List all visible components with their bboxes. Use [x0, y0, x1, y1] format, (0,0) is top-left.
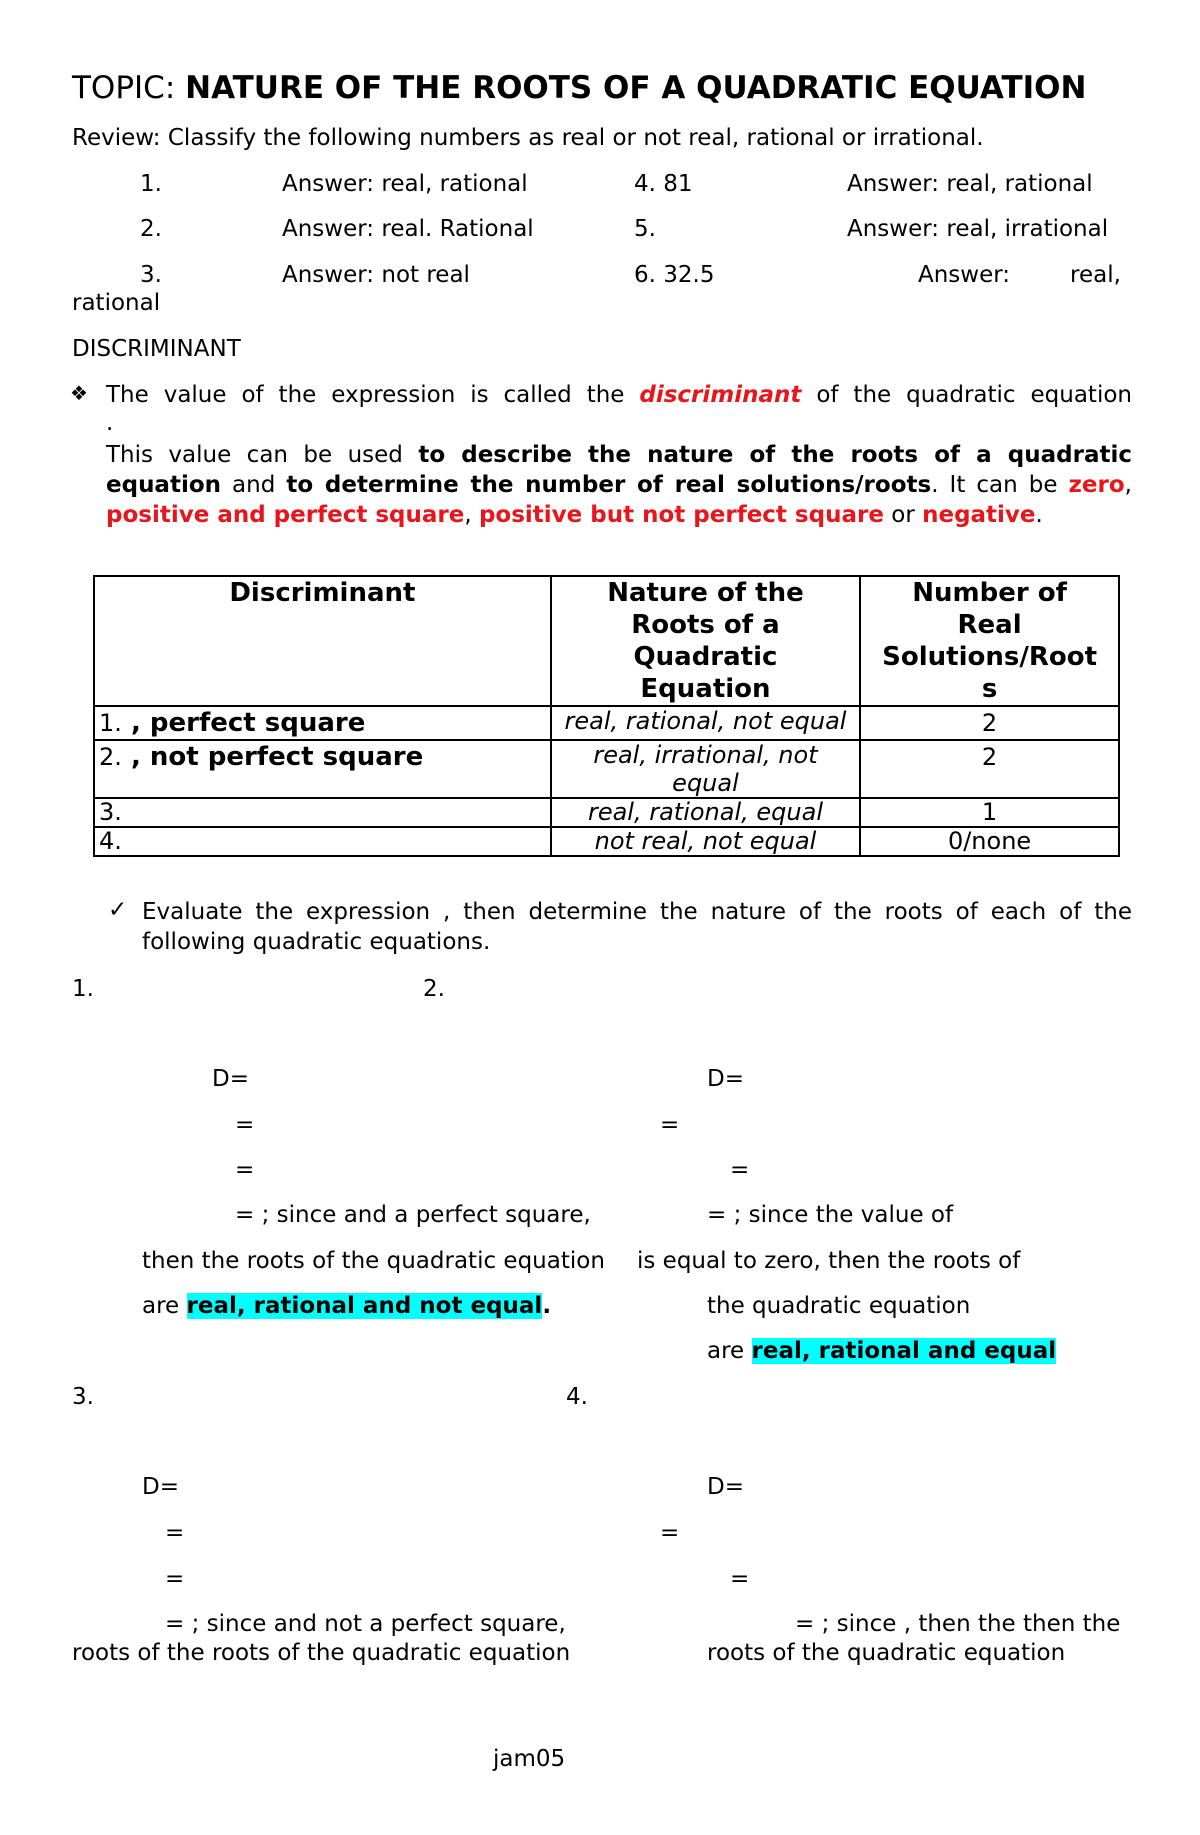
- checkmark-icon: ✓: [108, 897, 128, 923]
- problem-1-eq-3-sign: =: [235, 1202, 255, 1228]
- problem-1-then: then the roots of the quadratic equation: [142, 1248, 605, 1274]
- para-text-2: and: [221, 472, 287, 498]
- review-item-5-answer: Answer: real, irrational: [847, 216, 1109, 242]
- problem-4-eq-1: =: [660, 1520, 680, 1546]
- problem-4-eq-3-sign: =: [795, 1611, 815, 1637]
- problem-1-num: 1.: [72, 976, 94, 1002]
- row-3-count: 1: [860, 798, 1119, 827]
- review-item-2-answer: Answer: real. Rational: [282, 216, 534, 242]
- problem-1-eq-1: =: [235, 1112, 255, 1138]
- problem-2-since: ; since the value of: [726, 1202, 954, 1228]
- def-text-1: The value of the expression is called the: [106, 382, 640, 408]
- problem-1-conclusion: [142, 1293, 551, 1319]
- review-item-3-answer: Answer: not real: [282, 262, 470, 288]
- problem-1-result: real, rational and not equal: [186, 1293, 543, 1319]
- discriminant-term: discriminant: [639, 382, 802, 408]
- para-text-3: . It can be: [931, 472, 1069, 498]
- row-2-count: 2: [860, 740, 1119, 798]
- table-header-number: [860, 576, 1119, 706]
- problem-2-num: 2.: [423, 976, 445, 1002]
- problem-1-eq-3: [235, 1202, 591, 1228]
- problem-3-eq-3-sign: =: [165, 1611, 185, 1637]
- problem-3-eq-1: =: [165, 1520, 185, 1546]
- review-item-2-num: 2.: [140, 216, 162, 242]
- header-nature-line-2: Roots of a: [631, 610, 780, 640]
- review-item-3-num: 3.: [140, 262, 162, 288]
- problem-1-are: are: [142, 1293, 187, 1319]
- review-instruction: Review: Classify the following numbers as real or not real, rational or irrational.: [72, 125, 984, 151]
- header-number-line-1: Number of: [912, 578, 1067, 608]
- table-header-row: [94, 576, 1119, 706]
- table-header-discriminant: Discriminant: [94, 576, 551, 706]
- discriminant-heading: DISCRIMINANT: [72, 336, 241, 362]
- table-header-nature: [551, 576, 860, 706]
- row-4-discriminant: 4.: [94, 827, 551, 856]
- problem-2-eq-3-sign: =: [707, 1202, 727, 1228]
- para-comma-1: ,: [1124, 472, 1132, 498]
- row-4-nature: not real, not equal: [551, 827, 860, 856]
- def-dot: .: [106, 410, 114, 436]
- diamond-bullet-icon: ❖: [70, 381, 88, 405]
- case-zero: zero: [1068, 472, 1125, 498]
- table-row: [94, 740, 1119, 798]
- page-title: [72, 70, 1086, 106]
- table-row: [94, 798, 1119, 827]
- title-prefix: TOPIC:: [72, 70, 186, 106]
- case-positive-perfect: positive and perfect square: [106, 502, 465, 528]
- table-row: [94, 706, 1119, 740]
- evaluate-line-1: Evaluate the expression , then determine the nature of the roots of each of the: [142, 899, 1132, 925]
- evaluate-line-2: following quadratic equations.: [142, 929, 491, 955]
- problem-4-d: D=: [707, 1474, 744, 1500]
- problem-2-eq-3: [707, 1202, 953, 1228]
- review-item-1-answer: Answer: real, rational: [282, 171, 528, 197]
- review-item-6-num: 6. 32.5: [634, 262, 715, 288]
- header-nature-line-4: Equation: [640, 674, 771, 704]
- problem-1-d: D=: [212, 1066, 249, 1092]
- para-bold-1: to describe the nature of the roots of a quadratic equation: [106, 442, 1132, 498]
- row-2-discriminant: [94, 740, 551, 798]
- problem-3-eq-3: [165, 1611, 566, 1637]
- problem-4-eq-2: =: [730, 1566, 750, 1592]
- para-or: or: [883, 502, 923, 528]
- row-1-nature: real, rational, not equal: [551, 706, 860, 740]
- case-negative: negative: [922, 502, 1036, 528]
- para-end: .: [1035, 502, 1043, 528]
- discriminant-table: [93, 575, 1120, 857]
- row-2-nature-line-2: equal: [672, 769, 739, 797]
- review-item-5-num: 5.: [634, 216, 656, 242]
- header-number-line-3: Solutions/Root: [882, 642, 1097, 672]
- header-nature-line-3: Quadratic: [633, 642, 778, 672]
- def-text-2: of the quadratic equation: [801, 382, 1132, 408]
- problem-2-conclusion: [707, 1338, 1056, 1364]
- problem-2-d: D=: [707, 1066, 744, 1092]
- row-1-count: 2: [860, 706, 1119, 740]
- problem-2-result: real, rational and equal: [751, 1338, 1057, 1364]
- row-4-count: 0/none: [860, 827, 1119, 856]
- review-item-6-answer-wrap: rational: [72, 290, 161, 316]
- table-row: [94, 827, 1119, 856]
- para-comma-2: ,: [464, 502, 479, 528]
- problem-3-num: 3.: [72, 1384, 94, 1410]
- review-item-4-num: 4. 81: [634, 171, 693, 197]
- problem-4-num: 4.: [566, 1384, 588, 1410]
- review-item-6-answer-value: real,: [1070, 262, 1121, 288]
- page-footer: jam05: [493, 1746, 566, 1772]
- discriminant-paragraph: [106, 440, 1132, 530]
- problem-1-since: ; since and a perfect square,: [254, 1202, 591, 1228]
- header-number-line-2: Real: [957, 610, 1022, 640]
- problem-3-since: ; since and not a perfect square,: [184, 1611, 566, 1637]
- review-item-4-answer: Answer: real, rational: [847, 171, 1093, 197]
- row-2-nature-line-1: real, irrational, not: [593, 741, 818, 769]
- header-nature-line-1: Nature of the: [607, 578, 804, 608]
- problem-3-d: D=: [142, 1474, 179, 1500]
- para-bold-2: to determine the number of real solutions/roots: [286, 472, 932, 498]
- row-2-text: , not perfect square: [121, 742, 424, 772]
- problem-3-roots: roots of the roots of the quadratic equation: [72, 1640, 571, 1666]
- row-1-text: , perfect square: [121, 708, 366, 738]
- row-1-discriminant: [94, 706, 551, 740]
- problem-2-eq-2: =: [730, 1157, 750, 1183]
- problem-3-eq-2: =: [165, 1566, 185, 1592]
- row-3-nature: real, rational, equal: [551, 798, 860, 827]
- problem-2-are: are: [707, 1338, 752, 1364]
- case-positive-not-perfect: positive but not perfect square: [478, 502, 884, 528]
- row-1-num: 1.: [99, 709, 122, 737]
- review-item-1-num: 1.: [140, 171, 162, 197]
- problem-4-eq-3: [795, 1611, 1120, 1637]
- para-text-1: This value can be used: [106, 442, 419, 468]
- problem-4-since: ; since , then the then the: [814, 1611, 1121, 1637]
- problem-2-the-quad: the quadratic equation: [707, 1293, 971, 1319]
- row-3-discriminant: 3.: [94, 798, 551, 827]
- review-item-6-answer-label: Answer:: [918, 262, 1011, 288]
- problem-1-eq-2: =: [235, 1157, 255, 1183]
- header-number-line-4: s: [981, 674, 998, 704]
- title-main: NATURE OF THE ROOTS OF A QUADRATIC EQUATION: [185, 70, 1087, 106]
- problem-2-eq-1: =: [660, 1112, 680, 1138]
- problem-1-period: .: [542, 1293, 552, 1319]
- discriminant-definition: [106, 380, 1132, 410]
- problem-4-roots: roots of the quadratic equation: [707, 1640, 1066, 1666]
- row-2-nature: [551, 740, 860, 798]
- row-2-num: 2.: [99, 743, 122, 771]
- problem-2-is-equal: is equal to zero, then the roots of: [637, 1248, 1021, 1274]
